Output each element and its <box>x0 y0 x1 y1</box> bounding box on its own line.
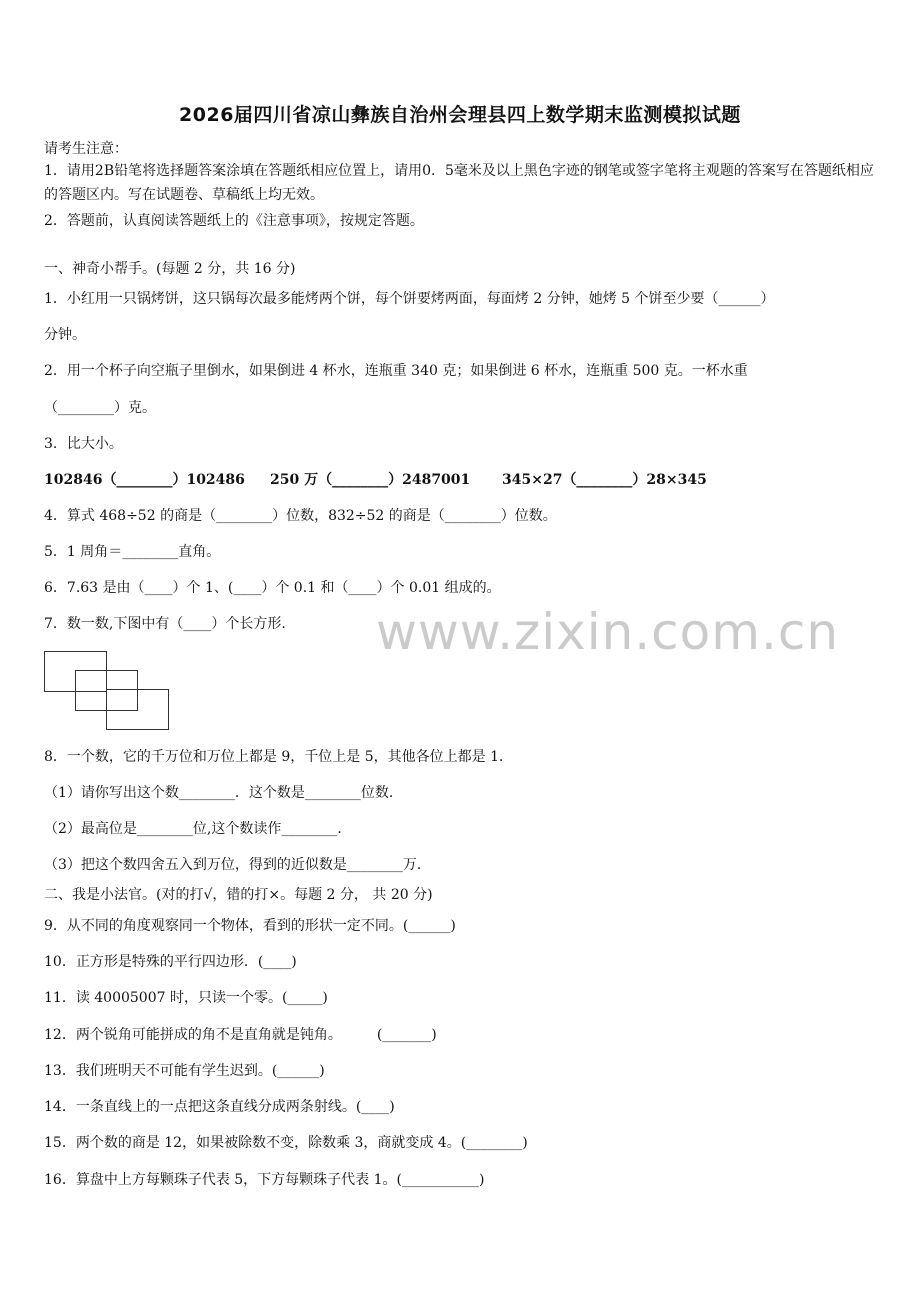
section2-heading: 二、我是小法官。(对的打√，错的打×。每题 2 分， 共 20 分) <box>44 887 433 903</box>
notice-item-2: 2．答题前，认真阅读答题纸上的《注意事项》，按规定答题。 <box>44 213 424 229</box>
question-7: 7．数一数,下图中有（____）个长方形. <box>44 616 286 632</box>
question-3: 3．比大小。 <box>44 436 123 452</box>
question-5: 5．1 周角＝________直角。 <box>44 544 221 560</box>
question-2-line1: 2．用一个杯子向空瓶子里倒水，如果倒进 4 杯水，连瓶重 340 克；如果倒进 6 杯水，连瓶重 500 克。一杯水重 <box>44 363 748 379</box>
section1-heading: 一、神奇小帮手。(每题 2 分，共 16 分) <box>44 261 296 277</box>
question-8-part-2: （2）最高位是________位,这个数读作________． <box>44 821 352 837</box>
question-15: 15．两个数的商是 12，如果被除数不变，除数乘 3，商就变成 4。(________) <box>44 1135 528 1151</box>
question-3-compare-2: 250 万（________）2487001 <box>270 472 471 488</box>
watermark: www.zixin.com.cn <box>376 603 840 661</box>
question-13: 13．我们班明天不可能有学生迟到。(______) <box>44 1063 325 1079</box>
question-10: 10．正方形是特殊的平行四边形．(____) <box>44 954 297 970</box>
question-4: 4．算式 468÷52 的商是（________）位数，832÷52 的商是（________）位数。 <box>44 508 557 524</box>
page-title: 2026届四川省凉山彝族自治州会理县四上数学期末监测模拟试题 <box>179 104 741 126</box>
question-3-compare-1: 102846（________）102486 <box>44 472 245 488</box>
question-12: 12．两个锐角可能拼成的角不是直角就是钝角。 (_______) <box>44 1027 437 1043</box>
question-3-compare-3: 345×27（________）28×345 <box>502 472 707 488</box>
question-8: 8．一个数，它的千万位和万位上都是 9，千位上是 5，其他各位上都是 1． <box>44 749 513 765</box>
question-16: 16．算盘中上方每颗珠子代表 5，下方每颗珠子代表 1。(___________) <box>44 1172 485 1188</box>
question-9: 9．从不同的角度观察同一个物体，看到的形状一定不同。(______) <box>44 918 456 934</box>
notice-item-1: 1．请用2B铅笔将选择题答案涂填在答题纸相应位置上，请用0．5毫米及以上黑色字迹的钢笔或签字笔将主观题的答案写在答题纸相应的答题区内。写在试题卷、草稿纸上均无效。 <box>44 163 874 203</box>
question-11: 11．读 40005007 时，只读一个零。(_____) <box>44 990 328 1006</box>
question-8-part-3: （3）把这个数四舍五入到万位，得到的近似数是________万． <box>44 857 431 873</box>
notice-heading: 请考生注意： <box>44 141 128 157</box>
question-2-line2: （________）克。 <box>44 400 156 416</box>
rectangle-3 <box>106 689 169 730</box>
rectangles-figure <box>44 651 174 733</box>
question-14: 14．一条直线上的一点把这条直线分成两条射线。(____) <box>44 1099 395 1115</box>
question-6: 6．7.63 是由（____）个 1、(____）个 0.1 和（____）个 0.01 组成的。 <box>44 580 501 596</box>
question-1-line2: 分钟。 <box>44 327 86 343</box>
question-1-line1: 1．小红用一只锅烤饼，这只锅每次最多能烤两个饼，每个饼要烤两面，每面烤 2 分钟，她烤 5 个饼至少要（______） <box>44 291 775 307</box>
question-8-part-1: （1）请你写出这个数________．这个数是________位数． <box>44 785 403 801</box>
